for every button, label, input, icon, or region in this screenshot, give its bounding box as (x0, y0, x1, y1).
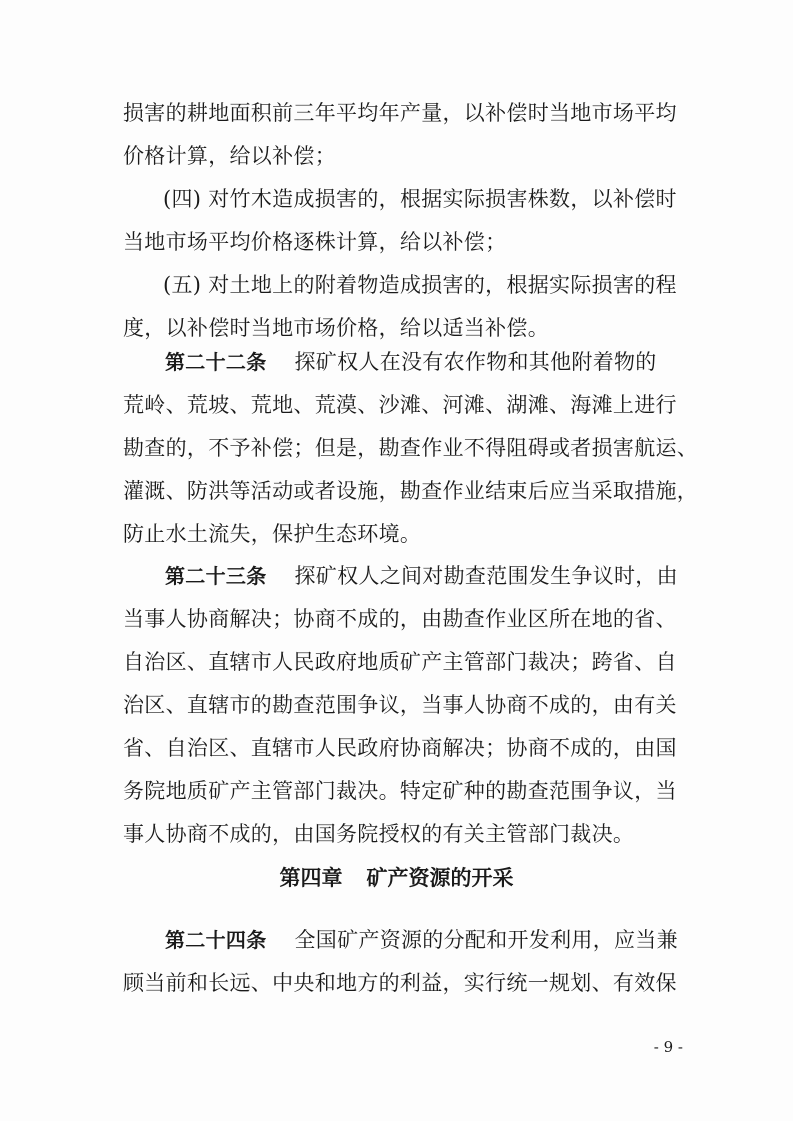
article-22-first-line (165, 352, 657, 373)
article-24-text: 全国矿产资源的分配和开发利用，应当兼 (294, 928, 678, 952)
body-line: 顾当前和长远、中央和地方的利益，实行统一规划、有效保 (123, 971, 677, 995)
article-24-first-line (165, 930, 678, 951)
body-line: 防止水土流失，保护生态环境。 (123, 522, 422, 546)
body-line: 损害的耕地面积前三年平均年产量，以补偿时当地市场平均 (123, 101, 677, 125)
body-line: 勘查的，不予补偿；但是，勘查作业不得阻碍或者损害航运、 (123, 436, 699, 460)
article-24-title: 第二十四条 (165, 928, 267, 952)
body-line: 治区、直辖市的勘查范围争议，当事人协商不成的，由有关 (123, 693, 677, 717)
article-22-text: 探矿权人在没有农作物和其他附着物的 (294, 350, 657, 374)
chapter-title: 矿产资源的开采 (366, 866, 514, 890)
chapter-number: 第四章 (279, 866, 343, 890)
body-line: 当事人协商解决；协商不成的，由勘查作业区所在地的省、 (123, 607, 677, 631)
body-line: 荒岭、荒坡、荒地、荒漠、沙滩、河滩、湖滩、海滩上进行 (123, 393, 677, 417)
body-line: 省、自治区、直辖市人民政府协商解决；协商不成的，由国 (123, 736, 677, 760)
body-line: (四) 对竹木造成损害的，根据实际损害株数，以补偿时 (163, 187, 677, 211)
article-23-first-line (165, 566, 678, 587)
body-line: 务院地质矿产主管部门裁决。特定矿种的勘查范围争议，当 (123, 779, 677, 803)
page-number: - 9 - (653, 1038, 683, 1056)
body-line: 自治区、直辖市人民政府地质矿产主管部门裁决；跨省、自 (123, 650, 677, 674)
article-23-text: 探矿权人之间对勘查范围发生争议时，由 (294, 564, 678, 588)
body-line: (五) 对土地上的附着物造成损害的，根据实际损害的程 (163, 273, 677, 297)
body-line: 度，以补偿时当地市场价格，给以适当补偿。 (123, 316, 549, 340)
body-line: 价格计算，给以补偿； (123, 144, 336, 168)
body-line: 当地市场平均价格逐株计算，给以补偿； (123, 230, 507, 254)
article-22-title: 第二十二条 (165, 350, 267, 374)
chapter-heading (0, 868, 793, 889)
body-line: 事人协商不成的，由国务院授权的有关主管部门裁决。 (123, 822, 635, 846)
article-23-title: 第二十三条 (165, 564, 267, 588)
body-line: 灌溉、防洪等活动或者设施，勘查作业结束后应当采取措施， (123, 479, 699, 503)
